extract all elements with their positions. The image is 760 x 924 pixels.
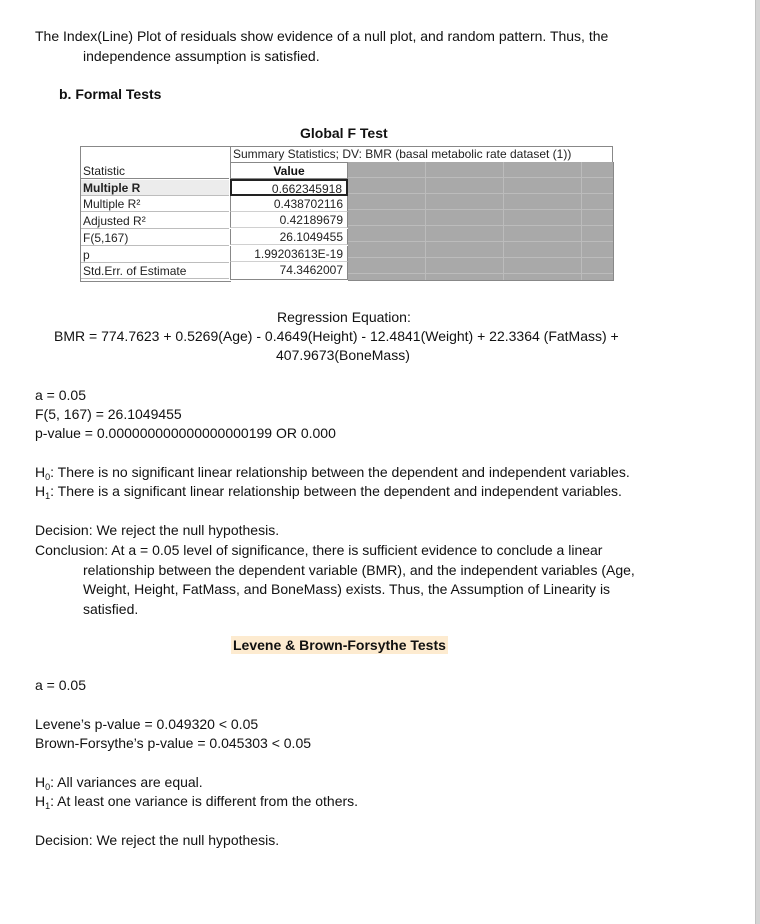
levene-decision: Decision: We reject the null hypothesis. <box>35 832 280 848</box>
null-hypothesis: $H_0$: There is no significant linear relationship between the dependent and independent variables. <box>35 464 630 482</box>
levene-null-hypothesis: $H_0$: All variances are equal. <box>35 774 203 792</box>
regression-line-2: 407.9673(BoneMass) <box>276 347 410 363</box>
regression-title: Regression Equation: <box>277 309 411 325</box>
row-label: Std.Err. of Estimate <box>81 263 229 279</box>
section-heading: b. Formal Tests <box>59 86 162 102</box>
empty-grid-area <box>348 162 614 281</box>
page-edge <box>755 0 760 924</box>
levene-alt-hypothesis: $H_1$: At least one variance is different from the others. <box>35 793 359 811</box>
intro-paragraph <box>35 27 675 66</box>
levene-p-value: Levene’s p-value = 0.049320 < 0.05 <box>35 716 259 732</box>
conclusion: Conclusion: At a = 0.05 level of significance, there is sufficient evidence to conclude a linear relationship between the dependent variable (BMR), and the independent variables (Age, Weight, Height, FatMass, and BoneMass) exists. Thus, the Assumption of Linearity is satisfied. <box>35 542 635 617</box>
row-label: Multiple R² <box>81 196 229 212</box>
row-value[interactable]: 26.1049455 <box>230 229 348 245</box>
row-label: Multiple R <box>81 180 229 196</box>
summary-statistics-table <box>80 146 614 282</box>
levene-title: Levene & Brown-Forsythe Tests <box>233 637 446 653</box>
intro-line-1: The Index(Line) Plot of residuals show evidence of a null plot, and random pattern. Thus, the <box>35 28 609 44</box>
row-label: p <box>81 247 229 263</box>
row-value[interactable]: 0.42189679 <box>230 212 348 228</box>
alt-hypothesis: $H_1$: There is a significant linear relationship between the dependent and independent variables. <box>35 483 622 501</box>
global-f-title: Global F Test <box>300 125 388 141</box>
row-value-selected[interactable]: 0.662345918 <box>230 179 348 196</box>
table-header: Summary Statistics; DV: BMR (basal metabolic rate dataset (1)) <box>230 146 613 162</box>
brown-forsythe-p-value: Brown-Forsythe’s p-value = 0.045303 < 0.05 <box>35 735 312 751</box>
row-label: F(5,167) <box>81 230 229 246</box>
levene-alpha: a = 0.05 <box>35 677 86 693</box>
p-value: p-value = 0.000000000000000000199 OR 0.000 <box>35 425 336 441</box>
intro-line-2: independence assumption is satisfied. <box>83 47 320 64</box>
f-statistic: F(5, 167) = 26.1049455 <box>35 406 182 422</box>
row-value[interactable]: 0.438702116 <box>230 196 348 212</box>
row-label: Adjusted R² <box>81 213 229 229</box>
row-value[interactable]: 74.3462007 <box>230 262 348 280</box>
value-col-header: Value <box>230 162 348 179</box>
statistic-col-header: Statistic <box>81 163 229 179</box>
row-value[interactable]: 1.99203613E-19 <box>230 246 348 262</box>
alpha-level: a = 0.05 <box>35 387 86 403</box>
regression-line-1: BMR = 774.7623 + 0.5269(Age) - 0.4649(Height) - 12.4841(Weight) + 22.3364 (FatMass) + <box>54 328 619 344</box>
decision: Decision: We reject the null hypothesis. <box>35 522 280 538</box>
